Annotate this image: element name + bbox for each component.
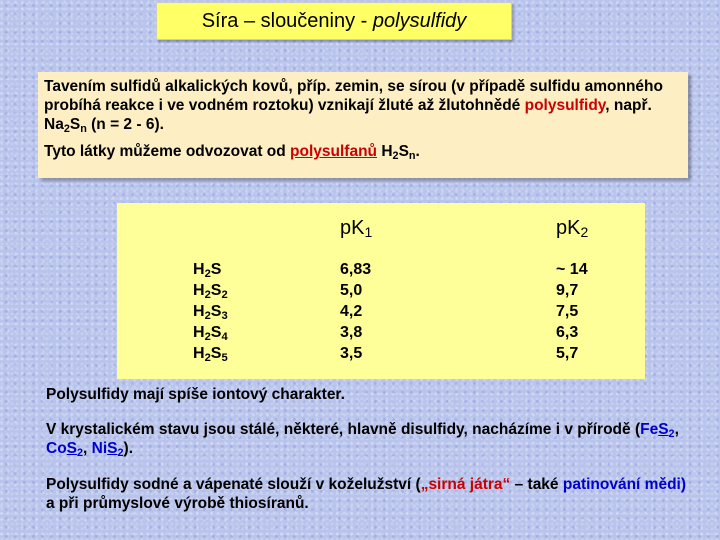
pk1-cell: 4,2: [340, 303, 363, 320]
formula-h: H: [193, 282, 205, 299]
formula-s: S: [210, 261, 222, 278]
header-pk1: [340, 217, 372, 240]
header-pk2-label: pK: [556, 217, 581, 239]
formula-h: H: [193, 345, 205, 362]
pk2-cell: 6,3: [556, 324, 579, 341]
intro-line1: [44, 77, 682, 134]
ni: Ni: [91, 440, 108, 457]
formula-cell: [193, 301, 228, 322]
slide-title: [156, 2, 512, 40]
subscript: 2: [221, 289, 228, 301]
subscript: 3: [221, 310, 228, 322]
subscript: 2: [63, 123, 70, 135]
pk2-cell: 7,5: [556, 303, 579, 320]
fe-s: S: [658, 421, 669, 438]
ni-s: S: [107, 440, 118, 457]
subscript: n: [408, 150, 416, 162]
subscript: 2: [204, 331, 211, 343]
formula-cell: [193, 280, 228, 301]
subscript: 2: [668, 428, 675, 440]
formula-fes2: [640, 421, 674, 438]
para2-end: ).: [123, 440, 134, 457]
pk1-cell: 5,0: [340, 282, 363, 299]
intro-text-3: S: [69, 116, 81, 133]
formula-cell: [193, 322, 228, 343]
subscript: 2: [117, 447, 124, 459]
intro-line2-text-4: .: [415, 143, 420, 160]
paragraph-tanning: [46, 475, 686, 513]
pk-table: [117, 203, 645, 379]
intro-text-2: , např. Na: [44, 97, 652, 133]
comma: ,: [674, 421, 679, 438]
formula-cell: [193, 259, 228, 280]
para3-text-2: – také: [510, 476, 563, 493]
co: Co: [46, 440, 67, 457]
paragraph-ionic: Polysulfidy mají spíše iontový charakter.: [46, 386, 345, 403]
pk2-column: [556, 259, 588, 364]
intro-line2-text-3: S: [398, 143, 409, 160]
para2-text: V krystalickém stavu jsou stálé, některé, hlavně disulfidy, nacházíme i v přírodě (: [46, 421, 641, 438]
intro-line2-text-2: H: [377, 143, 393, 160]
intro-line2: [44, 142, 682, 161]
formula-s: S: [210, 324, 222, 341]
fe: Fe: [640, 421, 659, 438]
header-pk1-label: pK: [340, 217, 365, 239]
title-main: Síra – sloučeniny: [201, 10, 356, 32]
intro-text-4: (n = 2 - 6).: [86, 116, 164, 133]
title-italic: polysulfidy: [372, 10, 467, 32]
subscript: 2: [204, 310, 211, 322]
formula-s: S: [210, 345, 222, 362]
pk2-cell: ~ 14: [556, 261, 588, 278]
pk2-cell: 9,7: [556, 282, 579, 299]
sirna-jatra: „sirná játra“: [420, 476, 511, 493]
formula-cos2: [46, 440, 83, 457]
subscript: 2: [580, 224, 589, 240]
subscript: 4: [221, 331, 228, 343]
header-pk2: [556, 217, 588, 240]
paragraph-crystalline: [46, 420, 686, 458]
pk2-cell: 5,7: [556, 345, 579, 362]
comma: ,: [83, 440, 92, 457]
pk1-cell: 6,83: [340, 261, 372, 278]
subscript: 2: [204, 352, 211, 364]
co-s: S: [66, 440, 78, 457]
formula-h: H: [193, 261, 205, 278]
subscript: n: [80, 123, 87, 135]
polysulfidy-highlight: polysulfidy: [524, 97, 606, 114]
pk1-cell: 3,8: [340, 324, 363, 341]
para3-text: Polysulfidy sodné a vápenaté slouží v koželužství (: [46, 476, 421, 493]
subscript: 5: [221, 352, 228, 364]
subscript: 2: [204, 268, 211, 280]
subscript: 1: [364, 224, 373, 240]
subscript: 2: [204, 289, 211, 301]
formula-column: [193, 259, 228, 364]
subscript: 2: [77, 447, 84, 459]
intro-box: [38, 72, 688, 178]
formula-s: S: [210, 303, 222, 320]
patinovani-medi: patinování mědi): [562, 476, 687, 493]
subscript: 2: [392, 150, 399, 162]
formula-s: S: [210, 282, 222, 299]
para3-text-3: a při průmyslové výrobě thiosíranů.: [46, 495, 309, 512]
intro-text: Tavením sulfidů alkalických kovů, příp. zemin, se sírou (v případě sulfidu amonného probíhá reakce i ve vodném roztoku) vznikají žluté až žlutohnědé: [44, 78, 663, 114]
formula-nis2: [92, 440, 124, 457]
formula-h: H: [193, 303, 205, 320]
title-separator: -: [355, 10, 373, 32]
formula-cell: [193, 343, 228, 364]
intro-line2-text: Tyto látky můžeme odvozovat od: [44, 143, 291, 160]
formula-h: H: [193, 324, 205, 341]
pk1-cell: 3,5: [340, 345, 363, 362]
polysulfany-highlight: polysulfanů: [290, 143, 378, 160]
pk1-column: [340, 259, 371, 364]
